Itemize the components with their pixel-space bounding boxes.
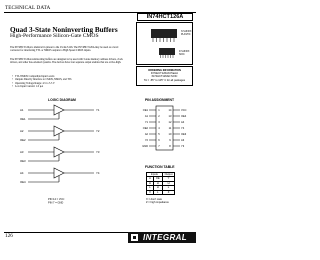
legend-line: X = don't care	[146, 198, 162, 201]
legend-line: Z = high impedance	[146, 201, 169, 205]
pin-label-left: OE2	[142, 126, 148, 130]
gate-output-label: Y3	[96, 150, 100, 154]
ordering-information	[136, 66, 193, 86]
function-table-header: A	[147, 177, 154, 181]
pin-label-left: OE1	[142, 108, 148, 112]
buffer-gate	[20, 147, 100, 163]
function-table	[146, 172, 175, 195]
ordering-line: IN74HCT126AD SOIC	[151, 75, 178, 79]
pin-number: 12	[168, 120, 172, 124]
buffer-gate	[20, 126, 100, 142]
function-table-title: FUNCTION TABLE	[145, 165, 175, 169]
pin-label-right: OE3	[181, 132, 187, 136]
package-label-n: N SUFFIX	[181, 31, 192, 33]
part-number: IN74HCT126A	[137, 13, 193, 21]
table-row	[147, 190, 175, 194]
function-table-cell: X	[147, 190, 154, 194]
package-chip-icons	[137, 23, 194, 66]
page-subtitle: High-Performance Silicon-Gate CMOS	[10, 33, 99, 39]
feature-item: • Outputs Directly Interface to CMOS, NMOS, and TTL	[12, 78, 130, 81]
package-label-soic: SOIC	[179, 54, 185, 56]
pin-number: 7	[158, 144, 160, 148]
gate-output-label: Y4	[96, 171, 100, 175]
description-paragraph: The IN74HCT126A is identical in pinout to the LS/ALS126. The IN74HCT126A may be used as a level converter for interfacing TTL or NMOS outputs to High Speed CMOS inputs.	[10, 46, 119, 53]
gate-input-label: A3	[20, 150, 24, 154]
function-table-cell: Z	[162, 190, 175, 194]
gate-input-label: A1	[20, 108, 24, 112]
pin-number: 8	[169, 144, 171, 148]
pin-number: 2	[158, 114, 160, 118]
header-label: TECHNICAL DATA	[5, 5, 51, 11]
pin-label-right: OE4	[181, 114, 187, 118]
pin-number: 1	[158, 108, 160, 112]
page-title: Quad 3-State Noninverting Buffers	[10, 26, 118, 34]
pin-label-left: GND	[142, 144, 148, 148]
function-table-header: OE	[153, 177, 162, 181]
logo-text: INTEGRAL	[143, 233, 188, 242]
pin-number: 3	[158, 120, 160, 124]
logic-pin-gnd: PIN 7 = GND	[48, 201, 64, 205]
pin-label-left: A1	[144, 114, 148, 118]
pin-number: 9	[169, 138, 171, 142]
pin-assignment-diagram	[136, 104, 193, 158]
pin-number: 6	[158, 138, 160, 142]
gate-enable-label: OE3	[20, 159, 26, 163]
logic-diagram	[18, 104, 118, 206]
function-table-cell: L	[153, 190, 162, 194]
ordering-title: ORDERING INFORMATION	[148, 68, 181, 72]
page-number: 126	[5, 233, 13, 239]
function-table-legend	[146, 198, 169, 205]
package-drawing-box	[136, 22, 193, 65]
pin-assignment-title: PIN ASSIGNMENT	[145, 98, 175, 102]
feature-item: • TTL/NMOS Compatible Input Levels	[12, 75, 130, 78]
ordering-line: IN74HCT126AN Plastic	[150, 71, 179, 75]
function-table-group-output: Output	[162, 173, 175, 177]
gate-output-label: Y1	[96, 108, 100, 112]
pin-number: 5	[158, 132, 160, 136]
pin-label-right: A3	[181, 138, 185, 142]
buffer-gate	[20, 168, 100, 184]
feature-item: • Low Input Current: 1.0 µA	[12, 85, 130, 88]
pin-label-left: Y2	[144, 138, 148, 142]
ordering-line: TA = -55° to 125° C for all packages	[143, 78, 186, 82]
package-label-plastic: PLASTIC	[181, 34, 191, 36]
pin-number: 11	[168, 126, 172, 130]
function-table-cell: L	[162, 186, 175, 190]
package-label-d: D SUFFIX	[179, 51, 190, 53]
logic-diagram-title: LOGIC DIAGRAM	[48, 98, 76, 102]
gate-enable-label: OE4	[20, 180, 26, 184]
pin-label-right: VCC	[181, 108, 187, 112]
function-table-cell: H	[153, 181, 162, 185]
pin-number: 14	[168, 108, 172, 112]
gate-output-label: Y2	[96, 129, 100, 133]
logic-pin-vcc: PIN 14 = VCC	[48, 198, 65, 201]
pin-label-right: Y3	[181, 144, 185, 148]
function-table-cell: L	[147, 186, 154, 190]
pin-label-right: A4	[181, 120, 185, 124]
description-paragraph: The IN74HCT126A noninverting buffers are designed to be used with 3-state memory address drivers, clock drivers, and other bus-oriented systems. The devices have four separate output enables that are active-high.	[10, 58, 123, 65]
feature-list	[12, 75, 130, 89]
function-table-cell: H	[153, 186, 162, 190]
pin-label-right: Y4	[181, 126, 185, 130]
pin-number: 4	[158, 126, 160, 130]
gate-input-label: A2	[20, 129, 24, 133]
pin-label-left: A2	[144, 132, 148, 136]
buffer-gate	[20, 105, 100, 121]
feature-item: • Operating Voltage Range: 4.5 to 5.5 V	[12, 82, 130, 85]
gate-enable-label: OE1	[20, 117, 26, 121]
gate-input-label: A4	[20, 171, 24, 175]
pin-label-left: Y1	[144, 120, 148, 124]
gate-enable-label: OE2	[20, 138, 26, 142]
function-table-cell: H	[162, 181, 175, 185]
function-table-cell: H	[147, 181, 154, 185]
function-table-group-inputs: Inputs	[147, 173, 163, 177]
pin-number: 13	[168, 114, 172, 118]
function-table-header: Y	[162, 177, 175, 181]
pin-number: 10	[168, 132, 172, 136]
